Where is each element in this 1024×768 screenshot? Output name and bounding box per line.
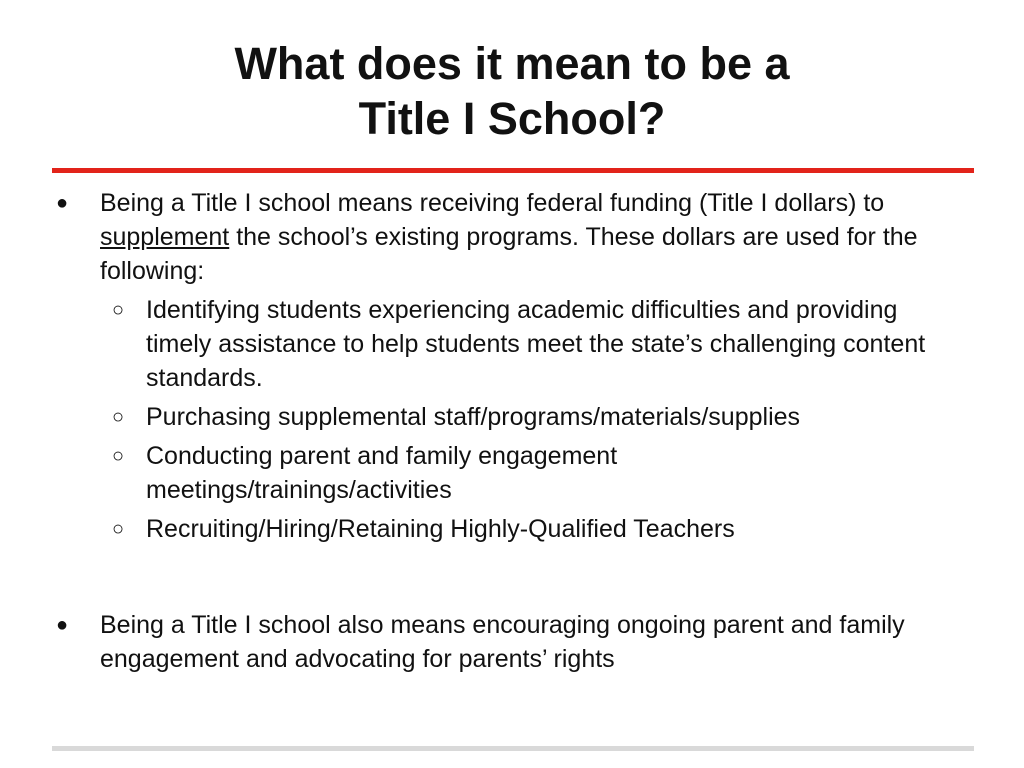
slide-body [0, 186, 1024, 676]
bullet-marker: ● [56, 192, 69, 214]
sub-bullet-item-1 [0, 293, 926, 395]
sub-bullet-item-3 [0, 439, 926, 507]
sub-bullet-item-2 [0, 400, 926, 434]
spacer [0, 546, 1024, 608]
footer-divider [52, 746, 974, 751]
bullet-marker: ● [56, 614, 69, 636]
slide-title [0, 36, 1024, 146]
sub-bullet-text: Identifying students experiencing academic difficulties and providing timely assistance to help students meet the state’s challenging content standards. [146, 296, 926, 392]
title-line-2: Title I School? [358, 93, 666, 144]
bullet-1-text-after: the school’s existing programs. These dollars are used for the following: [100, 223, 918, 285]
sub-bullet-marker: ○ [112, 518, 125, 540]
bullet-2-text: Being a Title I school also means encouraging ongoing parent and family engagement and advocating for parents’ rights [100, 611, 905, 673]
sub-bullet-marker: ○ [112, 406, 125, 428]
bullet-item-1 [0, 186, 940, 288]
sub-bullet-text: Recruiting/Hiring/Retaining Highly-Qualified Teachers [146, 515, 735, 543]
sub-bullet-text: Purchasing supplemental staff/programs/materials/supplies [146, 403, 801, 431]
sub-bullet-marker: ○ [112, 299, 125, 321]
bullet-1-text-before: Being a Title I school means receiving federal funding (Title I dollars) to [100, 189, 885, 217]
sub-bullet-marker: ○ [112, 445, 125, 467]
title-line-1: What does it mean to be a [234, 38, 790, 89]
title-divider [52, 168, 974, 173]
sub-bullet-item-4 [0, 512, 926, 546]
sub-bullet-text: Conducting parent and family engagement meetings/trainings/activities [146, 442, 618, 504]
bullet-1-underlined-word: supplement [100, 223, 230, 251]
bullet-item-2 [0, 608, 940, 676]
